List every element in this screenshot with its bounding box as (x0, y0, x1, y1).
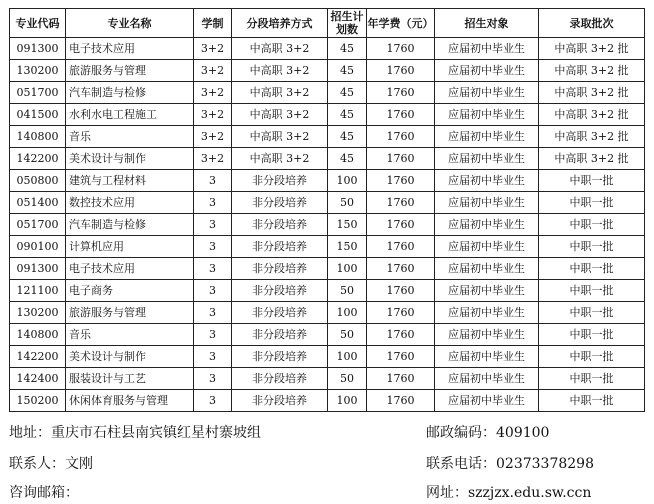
table-row (10, 104, 645, 126)
table-header-row (10, 9, 645, 38)
cell-target: 应届初中毕业生 (435, 38, 539, 60)
header-batch: 录取批次 (539, 9, 645, 38)
cell-target: 应届初中毕业生 (435, 192, 539, 214)
cell-training-mode: 非分段培养 (232, 324, 328, 346)
cell-major-name: 服装设计与工艺 (66, 368, 194, 390)
website-link[interactable]: 网址：szzjzx.edu.sw.ccn (426, 485, 592, 501)
cell-batch: 中职一批 (539, 324, 645, 346)
cell-plan: 50 (328, 192, 367, 214)
cell-batch: 中职一批 (539, 390, 645, 412)
table-row (10, 38, 645, 60)
cell-batch: 中高职 3+2 批 (539, 104, 645, 126)
cell-plan: 45 (328, 38, 367, 60)
contact-person-text: 联系人：文刚 (9, 456, 93, 472)
table-row (10, 390, 645, 412)
phone-text: 联系电话：02373378298 (426, 456, 594, 472)
cell-duration: 3 (194, 280, 232, 302)
cell-duration: 3+2 (194, 104, 232, 126)
cell-plan: 45 (328, 126, 367, 148)
table-row (10, 324, 645, 346)
cell-tuition: 1760 (367, 236, 435, 258)
header-enrollment-plan: 招生计划数 (328, 9, 367, 38)
cell-tuition: 1760 (367, 324, 435, 346)
cell-code: 051400 (10, 192, 66, 214)
cell-batch: 中职一批 (539, 170, 645, 192)
cell-major-name: 旅游服务与管理 (66, 60, 194, 82)
email-text: 咨询邮箱： (9, 485, 79, 501)
cell-tuition: 1760 (367, 126, 435, 148)
cell-code: 091300 (10, 258, 66, 280)
cell-tuition: 1760 (367, 82, 435, 104)
header-target: 招生对象 (435, 9, 539, 38)
cell-major-name: 休闲体育服务与管理 (66, 390, 194, 412)
cell-training-mode: 非分段培养 (232, 280, 328, 302)
table-row (10, 302, 645, 324)
cell-major-name: 音乐 (66, 324, 194, 346)
cell-tuition: 1760 (367, 60, 435, 82)
cell-tuition: 1760 (367, 280, 435, 302)
cell-code: 130200 (10, 302, 66, 324)
cell-plan: 50 (328, 368, 367, 390)
cell-tuition: 1760 (367, 390, 435, 412)
cell-tuition: 1760 (367, 104, 435, 126)
cell-plan: 45 (328, 148, 367, 170)
table-row (10, 170, 645, 192)
cell-batch: 中高职 3+2 批 (539, 38, 645, 60)
cell-training-mode: 非分段培养 (232, 170, 328, 192)
cell-target: 应届初中毕业生 (435, 258, 539, 280)
cell-training-mode: 中高职 3+2 (232, 82, 328, 104)
cell-major-name: 电子技术应用 (66, 258, 194, 280)
cell-batch: 中职一批 (539, 302, 645, 324)
cell-training-mode: 中高职 3+2 (232, 60, 328, 82)
cell-tuition: 1760 (367, 302, 435, 324)
cell-plan: 100 (328, 302, 367, 324)
cell-major-name: 计算机应用 (66, 236, 194, 258)
cell-major-name: 建筑与工程材料 (66, 170, 194, 192)
cell-code: 130200 (10, 60, 66, 82)
cell-training-mode: 非分段培养 (232, 192, 328, 214)
table-row (10, 126, 645, 148)
header-duration: 学制 (194, 9, 232, 38)
table-row (10, 368, 645, 390)
cell-code: 051700 (10, 214, 66, 236)
cell-batch: 中高职 3+2 批 (539, 60, 645, 82)
header-major-name: 专业名称 (66, 9, 194, 38)
cell-major-name: 音乐 (66, 126, 194, 148)
cell-training-mode: 中高职 3+2 (232, 104, 328, 126)
cell-duration: 3 (194, 192, 232, 214)
cell-target: 应届初中毕业生 (435, 214, 539, 236)
cell-training-mode: 非分段培养 (232, 368, 328, 390)
address-text: 地址：重庆市石柱县南宾镇红星村寨坡组 (9, 425, 261, 441)
cell-batch: 中职一批 (539, 214, 645, 236)
postcode-text: 邮政编码：409100 (426, 425, 550, 441)
cell-batch: 中职一批 (539, 280, 645, 302)
cell-major-name: 电子技术应用 (66, 38, 194, 60)
cell-duration: 3 (194, 390, 232, 412)
cell-plan: 45 (328, 60, 367, 82)
cell-code: 142400 (10, 368, 66, 390)
cell-tuition: 1760 (367, 170, 435, 192)
cell-tuition: 1760 (367, 148, 435, 170)
cell-batch: 中高职 3+2 批 (539, 126, 645, 148)
header-code: 专业代码 (10, 9, 66, 38)
cell-code: 121100 (10, 280, 66, 302)
admissions-table (9, 8, 645, 412)
cell-duration: 3 (194, 302, 232, 324)
cell-plan: 100 (328, 170, 367, 192)
table-row (10, 192, 645, 214)
cell-code: 050800 (10, 170, 66, 192)
cell-major-name: 旅游服务与管理 (66, 302, 194, 324)
header-tuition: 年学费（元） (367, 9, 435, 38)
cell-code: 140800 (10, 126, 66, 148)
cell-target: 应届初中毕业生 (435, 148, 539, 170)
cell-target: 应届初中毕业生 (435, 302, 539, 324)
table-row (10, 60, 645, 82)
cell-target: 应届初中毕业生 (435, 104, 539, 126)
cell-duration: 3 (194, 170, 232, 192)
cell-plan: 50 (328, 280, 367, 302)
cell-plan: 50 (328, 324, 367, 346)
cell-training-mode: 中高职 3+2 (232, 126, 328, 148)
table-row (10, 346, 645, 368)
cell-duration: 3 (194, 368, 232, 390)
cell-tuition: 1760 (367, 258, 435, 280)
cell-duration: 3+2 (194, 82, 232, 104)
cell-batch: 中职一批 (539, 258, 645, 280)
table-row (10, 214, 645, 236)
cell-code: 051700 (10, 82, 66, 104)
cell-code: 150200 (10, 390, 66, 412)
cell-plan: 45 (328, 104, 367, 126)
cell-major-name: 水利水电工程施工 (66, 104, 194, 126)
cell-batch: 中高职 3+2 批 (539, 148, 645, 170)
cell-target: 应届初中毕业生 (435, 346, 539, 368)
cell-plan: 100 (328, 258, 367, 280)
cell-duration: 3+2 (194, 38, 232, 60)
cell-batch: 中职一批 (539, 236, 645, 258)
cell-target: 应届初中毕业生 (435, 324, 539, 346)
cell-duration: 3 (194, 258, 232, 280)
table-row (10, 236, 645, 258)
cell-major-name: 汽车制造与检修 (66, 214, 194, 236)
cell-major-name: 汽车制造与检修 (66, 82, 194, 104)
cell-training-mode: 中高职 3+2 (232, 148, 328, 170)
cell-target: 应届初中毕业生 (435, 60, 539, 82)
cell-plan: 150 (328, 214, 367, 236)
cell-target: 应届初中毕业生 (435, 126, 539, 148)
cell-training-mode: 非分段培养 (232, 236, 328, 258)
cell-training-mode: 非分段培养 (232, 302, 328, 324)
cell-batch: 中职一批 (539, 192, 645, 214)
cell-tuition: 1760 (367, 192, 435, 214)
table-row (10, 258, 645, 280)
cell-code: 091300 (10, 38, 66, 60)
cell-duration: 3+2 (194, 60, 232, 82)
header-training-mode: 分段培养方式 (232, 9, 328, 38)
cell-major-name: 电子商务 (66, 280, 194, 302)
cell-batch: 中高职 3+2 批 (539, 82, 645, 104)
cell-target: 应届初中毕业生 (435, 236, 539, 258)
cell-tuition: 1760 (367, 368, 435, 390)
table-row (10, 82, 645, 104)
cell-major-name: 美术设计与制作 (66, 148, 194, 170)
cell-target: 应届初中毕业生 (435, 280, 539, 302)
cell-tuition: 1760 (367, 346, 435, 368)
cell-target: 应届初中毕业生 (435, 390, 539, 412)
table-row (10, 148, 645, 170)
cell-tuition: 1760 (367, 38, 435, 60)
cell-duration: 3+2 (194, 126, 232, 148)
cell-duration: 3+2 (194, 148, 232, 170)
cell-duration: 3 (194, 324, 232, 346)
cell-plan: 150 (328, 236, 367, 258)
cell-code: 142200 (10, 148, 66, 170)
table-body (10, 38, 645, 412)
cell-training-mode: 非分段培养 (232, 390, 328, 412)
cell-major-name: 美术设计与制作 (66, 346, 194, 368)
cell-code: 090100 (10, 236, 66, 258)
cell-duration: 3 (194, 346, 232, 368)
cell-code: 041500 (10, 104, 66, 126)
cell-training-mode: 非分段培养 (232, 214, 328, 236)
cell-target: 应届初中毕业生 (435, 170, 539, 192)
cell-target: 应届初中毕业生 (435, 368, 539, 390)
cell-target: 应届初中毕业生 (435, 82, 539, 104)
cell-code: 142200 (10, 346, 66, 368)
cell-duration: 3 (194, 214, 232, 236)
cell-plan: 100 (328, 346, 367, 368)
cell-batch: 中职一批 (539, 368, 645, 390)
cell-training-mode: 中高职 3+2 (232, 38, 328, 60)
cell-duration: 3 (194, 236, 232, 258)
cell-training-mode: 非分段培养 (232, 346, 328, 368)
cell-training-mode: 非分段培养 (232, 258, 328, 280)
cell-tuition: 1760 (367, 214, 435, 236)
cell-plan: 45 (328, 82, 367, 104)
table-row (10, 280, 645, 302)
cell-major-name: 数控技术应用 (66, 192, 194, 214)
cell-plan: 100 (328, 390, 367, 412)
cell-batch: 中职一批 (539, 346, 645, 368)
cell-code: 140800 (10, 324, 66, 346)
